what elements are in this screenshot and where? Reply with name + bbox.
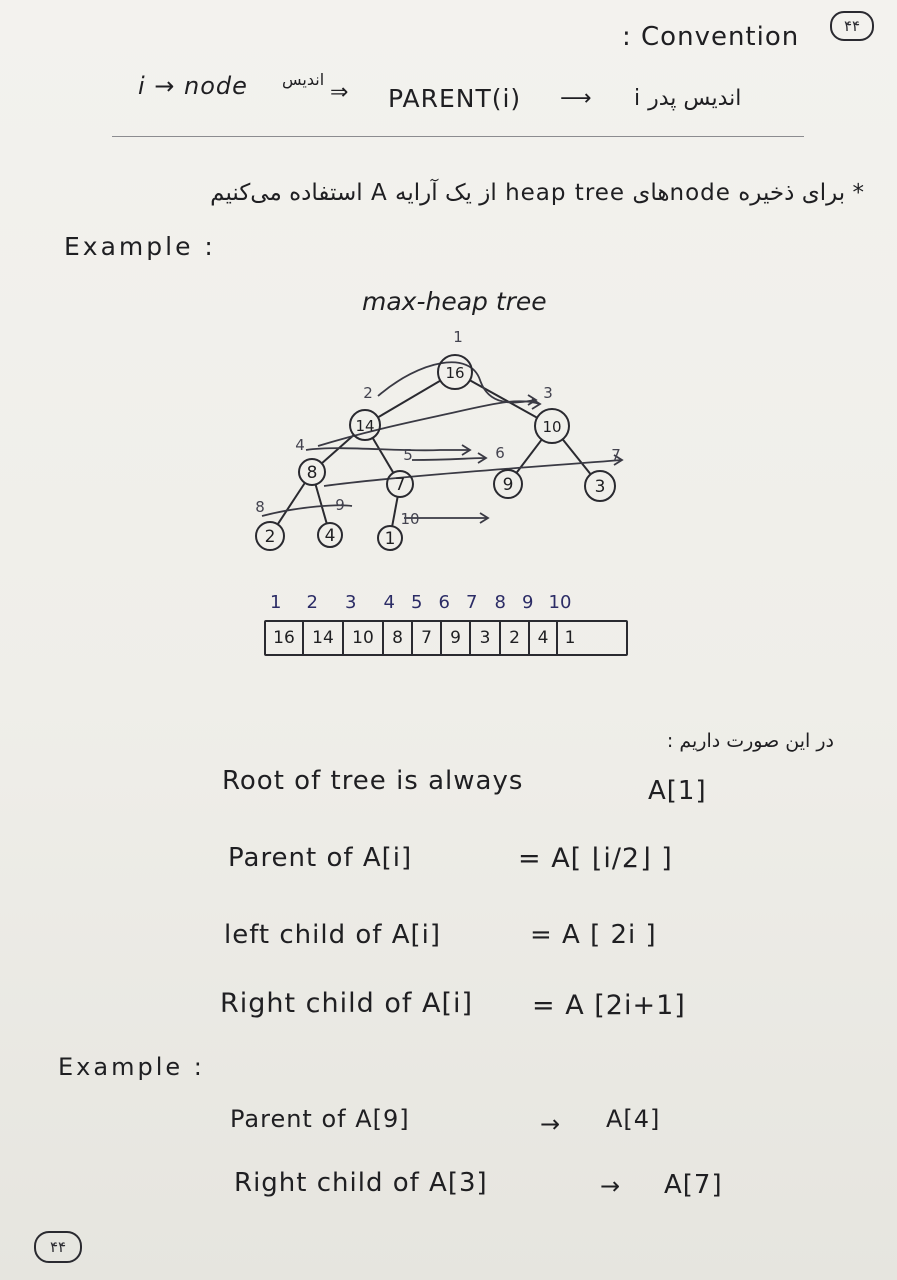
heap-node-value: 8 [306, 463, 318, 483]
heap-node-index: 7 [611, 446, 621, 464]
array-cell: 9 [442, 622, 471, 654]
root-rule-label: Root of tree is always [222, 766, 524, 796]
array-index: 7 [466, 592, 478, 613]
heap-node-index: 10 [400, 510, 420, 528]
heap-node-index: 8 [255, 498, 265, 516]
array-cell: 1 [564, 628, 576, 648]
array-index: 2 [306, 592, 318, 613]
example-right-child-arrow: → [600, 1172, 622, 1200]
page-number-bottom: ۴۴ [34, 1231, 82, 1263]
index-persian-word: اندیس [282, 70, 325, 89]
tree-edge [373, 438, 394, 473]
tree-edge [563, 439, 591, 474]
root-rule-value: A[1] [648, 776, 707, 806]
heap-node-index: 6 [495, 444, 505, 462]
order-arrow [412, 458, 486, 460]
order-arrow [306, 448, 470, 450]
left-child-rule-value: = A [ 2i ] [530, 920, 657, 950]
tree-edges [278, 380, 591, 526]
tree-edge [392, 497, 397, 526]
parent-rule-label: Parent of A[i] [228, 843, 413, 873]
array-index: 4 [383, 592, 395, 613]
tree-edge [316, 484, 327, 523]
heap-node-value: 3 [594, 477, 606, 497]
arrow-head [532, 399, 540, 409]
parent-index-persian: اندیس پدر i [634, 86, 742, 111]
array-cell: 14 [304, 622, 344, 654]
order-arrow [318, 401, 540, 446]
array-index: 6 [438, 592, 450, 613]
level-order-arrows [262, 362, 622, 523]
array-cell: 8 [384, 622, 413, 654]
parent-rule-value: = A[ ⌊i/2⌋ ] [518, 843, 673, 874]
array-index: 5 [411, 592, 423, 613]
tree-edge [378, 381, 440, 418]
array-cell: 16 [266, 622, 304, 654]
heap-node-value: 2 [264, 527, 276, 547]
storage-sentence: * برای ذخیره nodeهای heap tree از یک آرایه A استفاده می‌کنیم [210, 180, 864, 206]
convention-title: : Convention [622, 22, 800, 52]
array-index: 8 [494, 592, 506, 613]
example-parent-label: Parent of A[9] [230, 1105, 410, 1133]
array-cell: 2 [501, 622, 530, 654]
page-number-top: ۴۴ [830, 11, 874, 41]
array-cell: 3 [471, 622, 501, 654]
array-cell: 4 [530, 622, 558, 654]
heap-node-index: 5 [403, 446, 413, 464]
heap-node-index: 1 [453, 328, 463, 346]
order-arrow [324, 460, 622, 486]
tree-title: max-heap tree [362, 287, 547, 316]
tree-nodes [255, 328, 621, 550]
example-parent-arrow: → [540, 1110, 562, 1138]
heap-node-value: 9 [502, 475, 514, 495]
divider-line [112, 136, 804, 137]
heap-node-index: 3 [543, 384, 553, 402]
example-label-1: Example : [64, 232, 216, 261]
example-label-2: Example : [58, 1053, 205, 1081]
parent-function: PARENT(i) [388, 84, 522, 113]
heap-node-index: 9 [335, 496, 345, 514]
tree-edge [470, 380, 537, 417]
array-index: 10 [548, 592, 572, 613]
index-to-node: i → node [138, 72, 248, 100]
tree-edge [278, 483, 305, 524]
left-child-rule-label: left child of A[i] [224, 920, 441, 950]
heap-node-index: 2 [363, 384, 373, 402]
array-cell: 7 [413, 622, 442, 654]
array-cells [264, 620, 628, 656]
array-indices [264, 592, 628, 618]
array-index: 3 [345, 592, 357, 613]
heap-node-value: 14 [355, 417, 375, 435]
implies-arrow: ⇒ [330, 80, 350, 105]
array-cell: 10 [344, 622, 384, 654]
heap-node-value: 10 [542, 418, 562, 436]
right-child-rule-label: Right child of A[i] [220, 988, 474, 1019]
right-child-rule-value: = A [2i+1] [532, 990, 686, 1021]
heap-node-value: 1 [384, 529, 396, 549]
heap-node-value: 7 [394, 475, 406, 495]
example-right-child-label: Right child of A[3] [234, 1168, 488, 1198]
heap-node-index: 4 [295, 436, 305, 454]
example-parent-value: A[4] [606, 1105, 661, 1133]
array-index: 9 [522, 592, 534, 613]
maps-to-arrow: ⟶ [560, 86, 593, 111]
example-right-child-value: A[7] [664, 1170, 723, 1200]
heap-node-value: 16 [445, 364, 465, 382]
properties-intro: در این صورت داریم : [666, 730, 834, 752]
heap-node-value: 4 [324, 526, 336, 546]
array-index: 1 [270, 592, 282, 613]
